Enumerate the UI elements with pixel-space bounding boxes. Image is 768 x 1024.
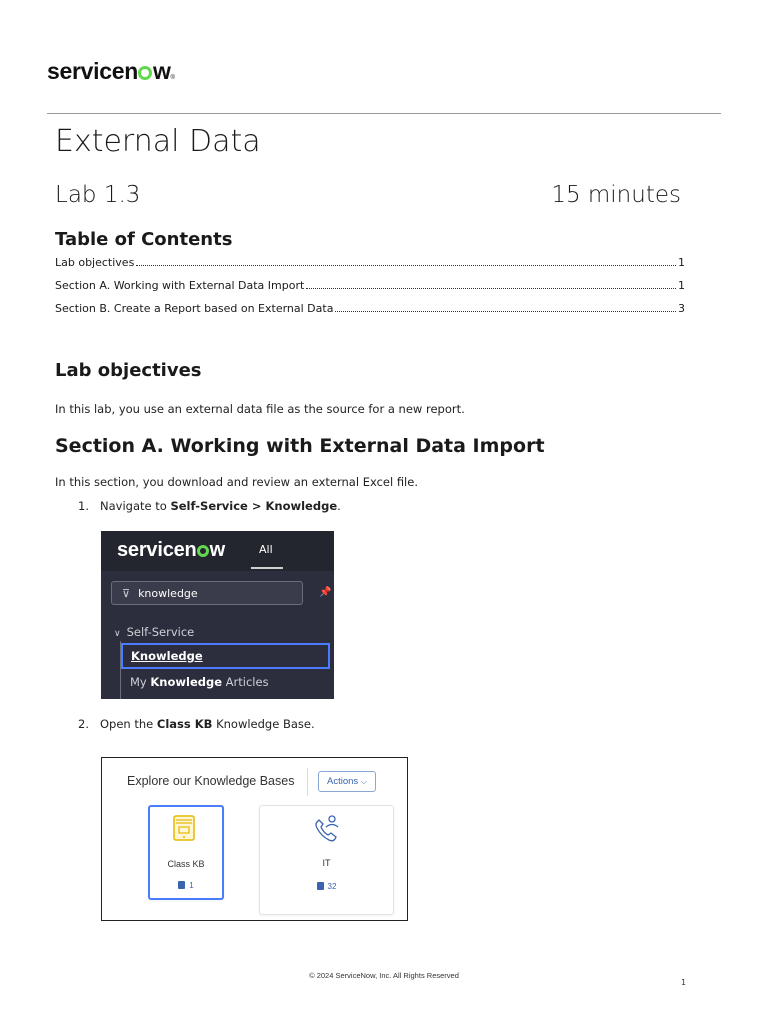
menu-item-knowledge[interactable]: Knowledge — [121, 643, 330, 669]
filter-input[interactable]: ⊽ knowledge — [111, 581, 303, 605]
kb-title: Explore our Knowledge Bases — [127, 774, 295, 788]
header-rule — [47, 113, 721, 114]
lab-duration: 15 minutes — [551, 182, 681, 208]
copyright: © 2024 ServiceNow, Inc. All Rights Reserved — [309, 971, 459, 980]
toc-heading: Table of Contents — [55, 229, 233, 250]
kb-card-count: 1 — [150, 881, 222, 890]
folder-icon — [172, 813, 196, 843]
document-icon — [178, 881, 185, 889]
pin-icon[interactable]: 📌 — [319, 587, 332, 598]
kb-card-count: 32 — [260, 882, 393, 891]
toc-item[interactable] — [55, 302, 685, 315]
toc-item-label: Section B. Create a Report based on External Data — [55, 302, 334, 315]
step-1: 1. Navigate to Self-Service > Knowledge. — [78, 499, 341, 513]
toc-item[interactable] — [55, 279, 685, 292]
step-2: 2. Open the Class KB Knowledge Base. — [78, 717, 315, 731]
document-icon — [317, 882, 324, 890]
logo-o-icon — [197, 545, 209, 557]
tab-all[interactable]: All — [259, 543, 273, 556]
kb-card-name: Class KB — [167, 859, 205, 869]
menu-item-my-knowledge-articles[interactable]: My Knowledge Articles — [130, 675, 269, 689]
phone-icon — [312, 813, 340, 843]
kb-card-class[interactable] — [148, 805, 224, 900]
toc-item-label: Section A. Working with External Data Import — [55, 279, 305, 292]
objectives-heading: Lab objectives — [55, 360, 202, 381]
filter-icon: ⊽ — [122, 586, 131, 600]
page-number: 1 — [681, 978, 687, 987]
toc-item-page: 3 — [678, 302, 685, 315]
servicenow-logo: servicen w — [117, 539, 225, 561]
toc-item-page: 1 — [678, 279, 685, 292]
kb-card-name: IT — [322, 858, 331, 868]
knowledge-bases-screenshot — [101, 757, 408, 921]
toc-item-label: Lab objectives — [55, 256, 135, 269]
toc-item[interactable] — [55, 256, 685, 269]
toc-item-page: 1 — [678, 256, 685, 269]
lab-number: Lab 1.3 — [55, 182, 141, 208]
actions-button[interactable]: Actions ⌵ — [318, 771, 376, 792]
objectives-text: In this lab, you use an external data file as the source for a new report. — [55, 402, 465, 416]
section-a-heading: Section A. Working with External Data Import — [55, 435, 545, 457]
section-a-intro: In this section, you download and review an external Excel file. — [55, 475, 418, 489]
kb-card-it[interactable] — [259, 805, 394, 915]
servicenow-logo: servicen w ® — [47, 58, 175, 84]
logo-o-icon — [138, 66, 152, 80]
doc-title: External Data — [55, 124, 261, 159]
menu-group-self-service[interactable]: ∨ Self-Service — [114, 625, 195, 639]
chevron-down-icon: ⌵ — [360, 777, 367, 786]
chevron-down-icon: ∨ — [114, 629, 121, 639]
nav-screenshot — [101, 531, 334, 699]
